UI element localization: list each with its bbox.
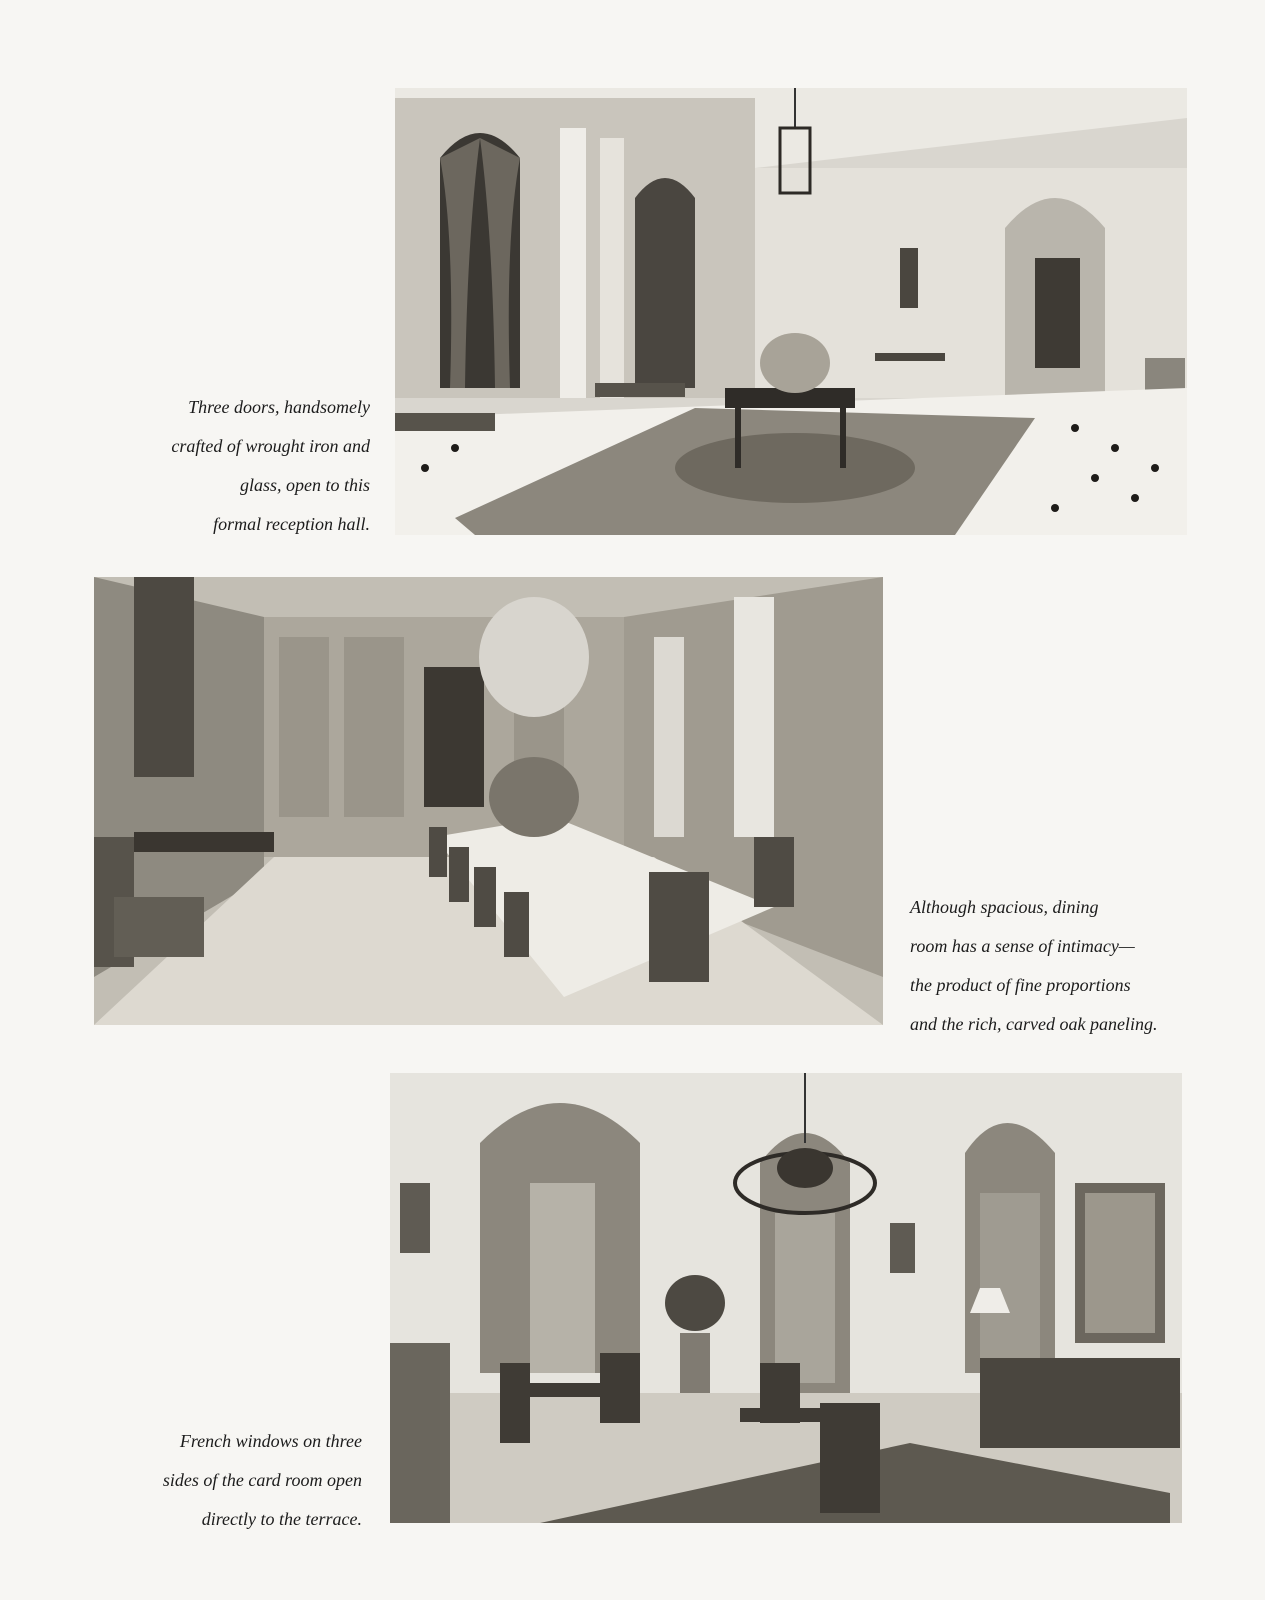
caption-line: directly to the terrace. [201,1509,362,1529]
caption-line: and the rich, carved oak paneling. [910,1014,1158,1034]
caption-line: glass, open to this [239,475,370,495]
caption-line: room has a sense of intimacy— [910,936,1135,956]
caption-line: formal reception hall. [213,514,370,534]
caption-line: Although spacious, dining [910,897,1099,917]
caption-line: Three doors, handsomely [188,397,370,417]
caption-line: the product of fine proportions [910,975,1131,995]
dining-room-caption [910,888,1240,1044]
card-room-photo [390,1073,1182,1523]
caption-line: French windows on three [179,1431,362,1451]
reception-hall-caption [100,388,370,544]
reception-hall-photo [395,88,1187,535]
dining-room-photo [94,577,883,1025]
card-room-caption [100,1422,362,1539]
caption-line: crafted of wrought iron and [171,436,370,456]
caption-line: sides of the card room open [162,1470,362,1490]
